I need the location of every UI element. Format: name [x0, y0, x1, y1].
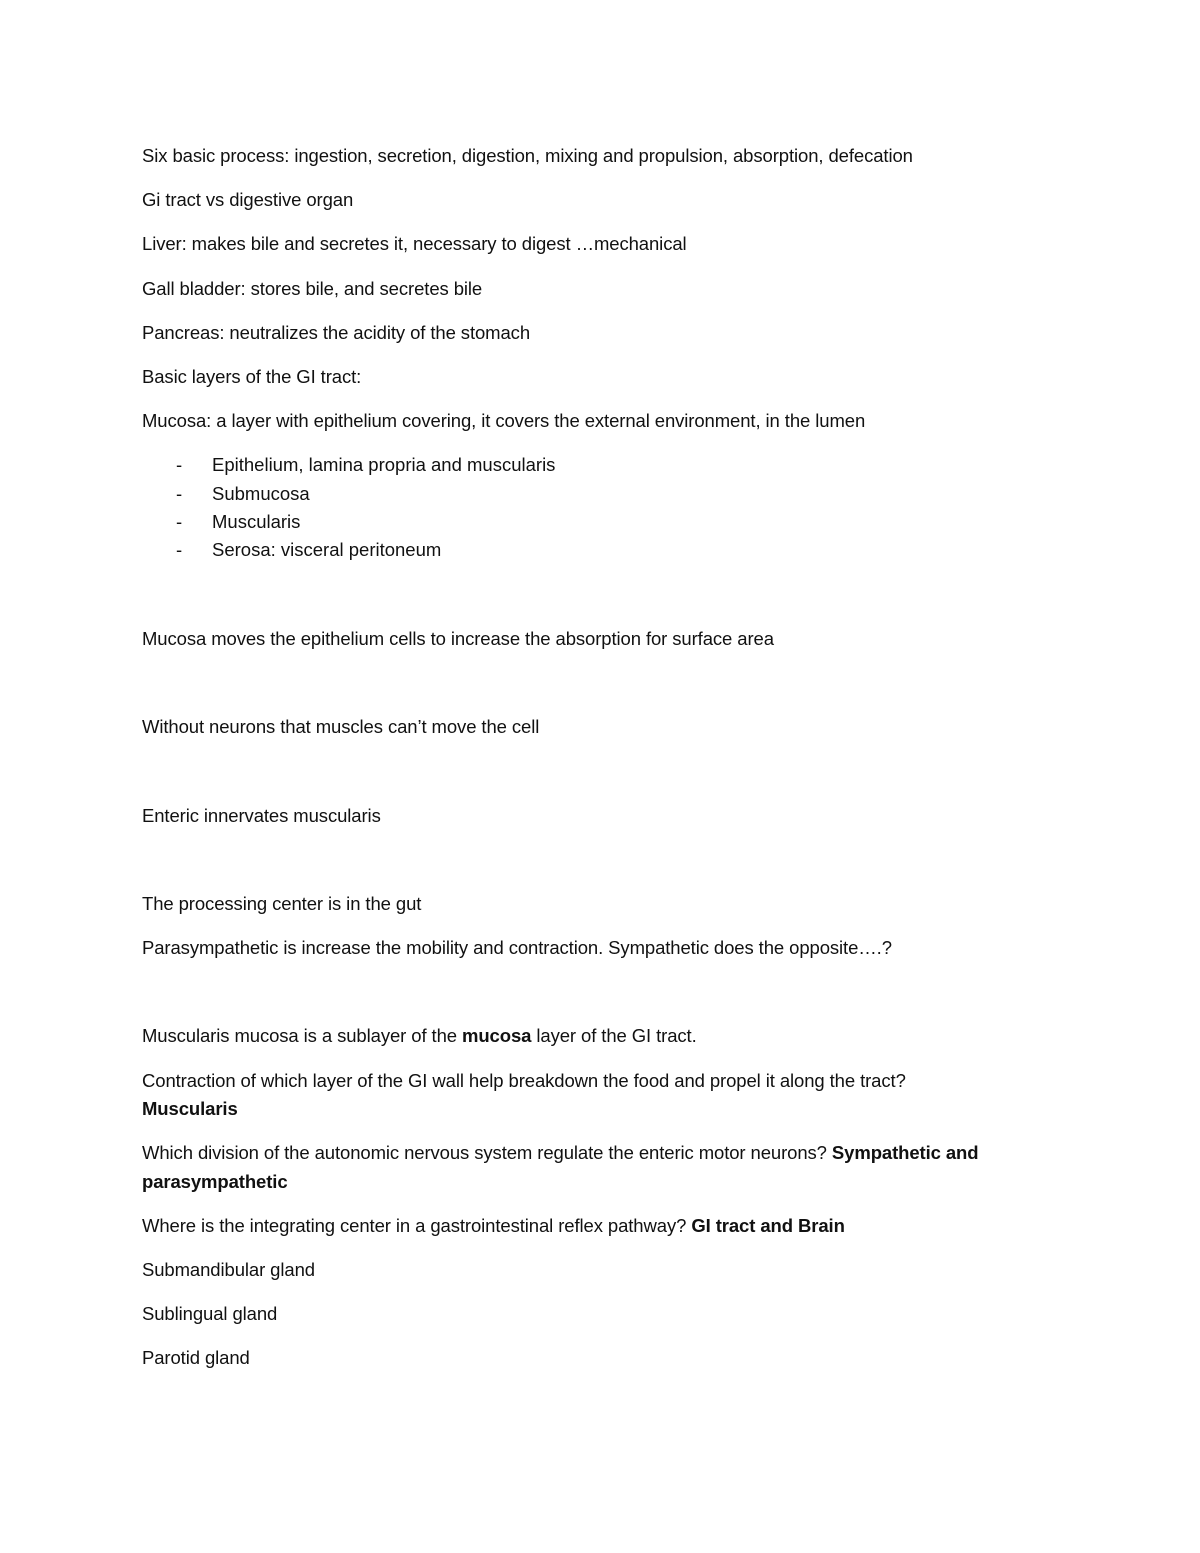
question-line — [142, 1139, 978, 1167]
note-line: Sublingual gland — [142, 1303, 278, 1324]
note-text: Muscularis mucosa is a sublayer of the — [142, 1025, 462, 1046]
note-line: Gall bladder: stores bile, and secretes bile — [142, 278, 483, 299]
note-line: Parasympathetic is increase the mobility and contraction. Sympathetic does the opposite….? — [142, 937, 892, 958]
note-line: Liver: makes bile and secretes it, necessary to digest …mechanical — [142, 233, 687, 254]
bullet-item: Serosa: visceral peritoneum — [212, 539, 442, 560]
note-line: Parotid gland — [142, 1347, 250, 1368]
bullet-item: Submucosa — [212, 483, 310, 504]
note-text: layer of the GI tract. — [531, 1025, 697, 1046]
note-line: Submandibular gland — [142, 1259, 315, 1280]
bullet-dash: - — [176, 454, 183, 475]
note-line: The processing center is in the gut — [142, 893, 422, 914]
answer-text: GI tract and Brain — [691, 1215, 845, 1236]
note-line: Without neurons that muscles can’t move the cell — [142, 716, 540, 737]
note-line: Basic layers of the GI tract: — [142, 366, 362, 387]
note-line: Pancreas: neutralizes the acidity of the stomach — [142, 322, 531, 343]
note-line — [142, 1022, 697, 1050]
bullet-dash: - — [176, 483, 183, 504]
note-line: Six basic process: ingestion, secretion, digestion, mixing and propulsion, absorption, defecation — [142, 145, 913, 166]
answer-text: Muscularis — [142, 1098, 238, 1119]
question-text: Which division of the autonomic nervous system regulate the enteric motor neurons? — [142, 1142, 832, 1163]
bullet-dash: - — [176, 511, 183, 532]
question-text: Where is the integrating center in a gastrointestinal reflex pathway? — [142, 1215, 692, 1236]
answer-text: Sympathetic and — [831, 1142, 979, 1163]
note-line: Mucosa moves the epithelium cells to increase the absorption for surface area — [142, 628, 774, 649]
question-line: Contraction of which layer of the GI wall help breakdown the food and propel it along the tract? — [142, 1070, 906, 1091]
answer-line — [142, 1168, 288, 1196]
note-line: Mucosa: a layer with epithelium covering, it covers the external environment, in the lumen — [142, 410, 866, 431]
note-bold-text: mucosa — [462, 1025, 532, 1046]
bullet-item: Muscularis — [212, 511, 301, 532]
note-line: Gi tract vs digestive organ — [142, 189, 354, 210]
bullet-dash: - — [176, 539, 183, 560]
answer-text: parasympathetic — [142, 1171, 288, 1192]
answer-line — [142, 1095, 238, 1123]
note-line: Enteric innervates muscularis — [142, 805, 381, 826]
question-line — [142, 1212, 845, 1240]
bullet-item: Epithelium, lamina propria and muscularis — [212, 454, 556, 475]
